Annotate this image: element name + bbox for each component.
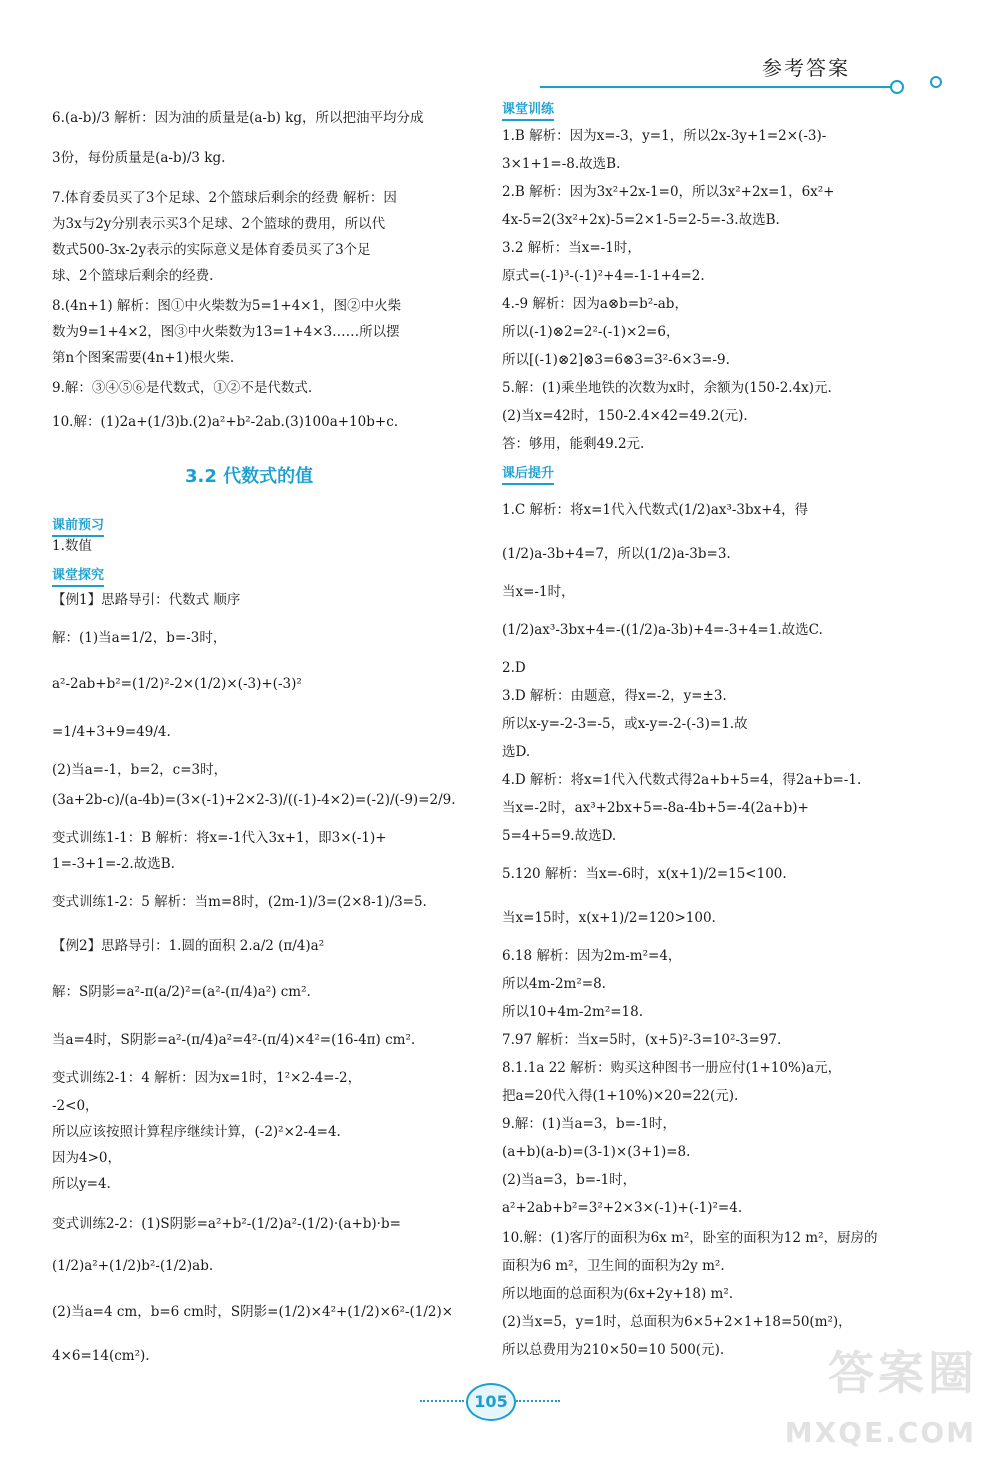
- text-line: 1.数值: [52, 538, 92, 554]
- text-line: 把a=20代入得(1+10%)×20=22(元).: [502, 1088, 739, 1104]
- text-line: (1/2)a²+(1/2)b²-(1/2)ab.: [52, 1258, 214, 1274]
- text-line: 解：S阴影=a²-π(a/2)²=(a²-(π/4)a²) cm².: [52, 984, 311, 1000]
- text-line: 1.C 解析：将x=1代入代数式(1/2)ax³-3bx+4，得: [502, 502, 809, 518]
- text-line: 面积为6 m²，卫生间的面积为2y m².: [502, 1258, 725, 1274]
- text-line: 1=-3+1=-2.故选B.: [52, 856, 175, 872]
- text-line: 所以4m-2m²=8.: [502, 976, 606, 992]
- text-line: 数式500-3x-2y表示的实际意义是体育委员买了3个足: [52, 242, 371, 258]
- header-line: [540, 86, 900, 88]
- text-line: 第n个图案需要(4n+1)根火柴.: [52, 350, 235, 366]
- text-line: 3.2 解析：当x=-1时，: [502, 240, 641, 256]
- text-line: 4.-9 解析：因为a⊗b=b²-ab，: [502, 296, 688, 312]
- page-footer: [420, 1383, 560, 1419]
- text-line: 10.解：(1)2a+(1/3)b.(2)a²+b²-2ab.(3)100a+10b+c.: [52, 414, 399, 430]
- text-line: 变式训练1-2：5 解析：当m=8时，(2m-1)/3=(2×8-1)/3=5.: [52, 894, 427, 910]
- text-line: 3×1+1=-8.故选B.: [502, 156, 621, 172]
- text-line: (1/2)a-3b+4=7，所以(1/2)a-3b=3.: [502, 546, 731, 562]
- text-line: 2.B 解析：因为3x²+2x-1=0，所以3x²+2x=1，6x²+: [502, 184, 835, 200]
- text-line: (2)当a=3，b=-1时，: [502, 1172, 637, 1188]
- text-line: (3a+2b-c)/(a-4b)=(3×(-1)+2×2-3)/((-1)-4×2)=(-2)/(-9)=2/9.: [52, 792, 456, 808]
- text-line: =1/4+3+9=49/4.: [52, 724, 171, 740]
- section-tag: 课堂探究: [52, 568, 104, 587]
- text-line: 原式=(-1)³-(-1)²+4=-1-1+4=2.: [502, 268, 705, 284]
- text-line: 6.(a-b)/3 解析：因为油的质量是(a-b) kg，所以把油平均分成: [52, 110, 424, 126]
- section-title: 3.2 代数式的值: [185, 466, 314, 487]
- text-line: 为3x与2y分别表示买3个足球、2个篮球的费用，所以代: [52, 216, 386, 232]
- text-line: 选D.: [502, 744, 531, 760]
- text-line: 所以(-1)⊗2=2²-(-1)×2=6，: [502, 324, 680, 340]
- text-line: 球、2个篮球后剩余的经费.: [52, 268, 214, 284]
- text-line: 数为9=1+4×2，图③中火柴数为13=1+4×3……所以摆: [52, 324, 400, 340]
- text-line: -2<0，: [52, 1098, 99, 1114]
- text-line: 9.解：(1)当a=3，b=-1时，: [502, 1116, 677, 1132]
- watermark-text: 答案圈: [828, 1346, 978, 1400]
- text-line: a²+2ab+b²=3²+2×3×(-1)+(-1)²=4.: [502, 1200, 743, 1216]
- text-line: 因为4>0，: [52, 1150, 121, 1166]
- text-line: 变式训练2-1：4 解析：因为x=1时，1²×2-4=-2，: [52, 1070, 362, 1086]
- text-line: 4x-5=2(3x²+2x)-5=2×1-5=2-5=-3.故选B.: [502, 212, 780, 228]
- text-line: 8.(4n+1) 解析：图①中火柴数为5=1+4×1，图②中火柴: [52, 298, 402, 314]
- text-line: 5=4+5=9.故选D.: [502, 828, 617, 844]
- text-line: 3份，每份质量是(a-b)/3 kg.: [52, 150, 226, 166]
- text-line: 所以10+4m-2m²=18.: [502, 1004, 644, 1020]
- text-line: (1/2)ax³-3bx+4=-((1/2)a-3b)+4=-3+4=1.故选C.: [502, 622, 823, 638]
- header-dot-icon: [890, 80, 904, 94]
- text-line: 当a=4时，S阴影=a²-(π/4)a²=4²-(π/4)×4²=(16-4π) cm².: [52, 1032, 416, 1048]
- text-line: 所以x-y=-2-3=-5，或x-y=-2-(-3)=1.故: [502, 716, 748, 732]
- text-line: 变式训练2-2：(1)S阴影=a²+b²-(1/2)a²-(1/2)·(a+b)·b=: [52, 1216, 401, 1232]
- text-line: 8.1.1a 22 解析：购买这种图书一册应付(1+10%)a元，: [502, 1060, 842, 1076]
- text-line: 10.解：(1)客厅的面积为6x m²，卧室的面积为12 m²，厨房的: [502, 1230, 878, 1246]
- text-line: 所以总费用为210×50=10 500(元).: [502, 1342, 725, 1358]
- text-line: 【例2】思路导引：1.圆的面积 2.a/2 (π/4)a²: [52, 938, 325, 954]
- text-line: 7.体育委员买了3个足球、2个篮球后剩余的经费 解析：因: [52, 190, 397, 206]
- text-line: 2.D: [502, 660, 526, 676]
- text-line: 1.B 解析：因为x=-3，y=1，所以2x-3y+1=2×(-3)-: [502, 128, 827, 144]
- text-line: 当x=-1时，: [502, 584, 575, 600]
- text-line: 4.D 解析：将x=1代入代数式得2a+b+5=4，得2a+b=-1.: [502, 772, 862, 788]
- page-number: 105: [466, 1383, 516, 1421]
- text-line: (2)当a=-1，b=2，c=3时，: [52, 762, 228, 778]
- text-line: 所以应该按照计算程序继续计算，(-2)²×2-4=4.: [52, 1124, 341, 1140]
- text-line: (2)当a=4 cm，b=6 cm时，S阴影=(1/2)×4²+(1/2)×6²-(1/2)×: [52, 1304, 454, 1320]
- text-line: 解：(1)当a=1/2，b=-3时，: [52, 630, 227, 646]
- section-tag: 课前预习: [52, 518, 104, 537]
- text-line: 所以y=4.: [52, 1176, 111, 1192]
- text-line: 【例1】思路导引：代数式 顺序: [52, 592, 241, 608]
- text-line: 5.120 解析：当x=-6时，x(x+1)/2=15<100.: [502, 866, 787, 882]
- text-line: 3.D 解析：由题意，得x=-2，y=±3.: [502, 688, 727, 704]
- header-title: 参考答案: [762, 56, 850, 80]
- text-line: 所以地面的总面积为(6x+2y+18) m².: [502, 1286, 734, 1302]
- text-line: 6.18 解析：因为2m-m²=4，: [502, 948, 682, 964]
- text-line: (2)当x=42时，150-2.4×42=49.2(元).: [502, 408, 748, 424]
- text-line: 4×6=14(cm²).: [52, 1348, 150, 1364]
- text-line: a²-2ab+b²=(1/2)²-2×(1/2)×(-3)+(-3)²: [52, 676, 302, 692]
- text-line: 7.97 解析：当x=5时，(x+5)²-3=10²-3=97.: [502, 1032, 782, 1048]
- section-tag: 课后提升: [502, 466, 554, 485]
- text-line: (a+b)(a-b)=(3-1)×(3+1)=8.: [502, 1144, 691, 1160]
- text-line: 当x=-2时，ax³+2bx+5=-8a-4b+5=-4(2a+b)+: [502, 800, 809, 816]
- text-line: 当x=15时，x(x+1)/2=120>100.: [502, 910, 716, 926]
- text-line: (2)当x=5，y=1时，总面积为6×5+2×1+18=50(m²)，: [502, 1314, 852, 1330]
- header-dot-icon: [930, 76, 942, 88]
- section-tag: 课堂训练: [502, 102, 554, 121]
- text-line: 变式训练1-1：B 解析：将x=-1代入3x+1，即3×(-1)+: [52, 830, 387, 846]
- watermark-url: MXQE.COM: [784, 1416, 976, 1449]
- text-line: 所以[(-1)⊗2]⊗3=6⊗3=3²-6×3=-9.: [502, 352, 730, 368]
- text-line: 5.解：(1)乘坐地铁的次数为x时，余额为(150-2.4x)元.: [502, 380, 832, 396]
- text-line: 9.解：③④⑤⑥是代数式，①②不是代数式.: [52, 380, 313, 396]
- text-line: 答：够用，能剩49.2元.: [502, 436, 645, 452]
